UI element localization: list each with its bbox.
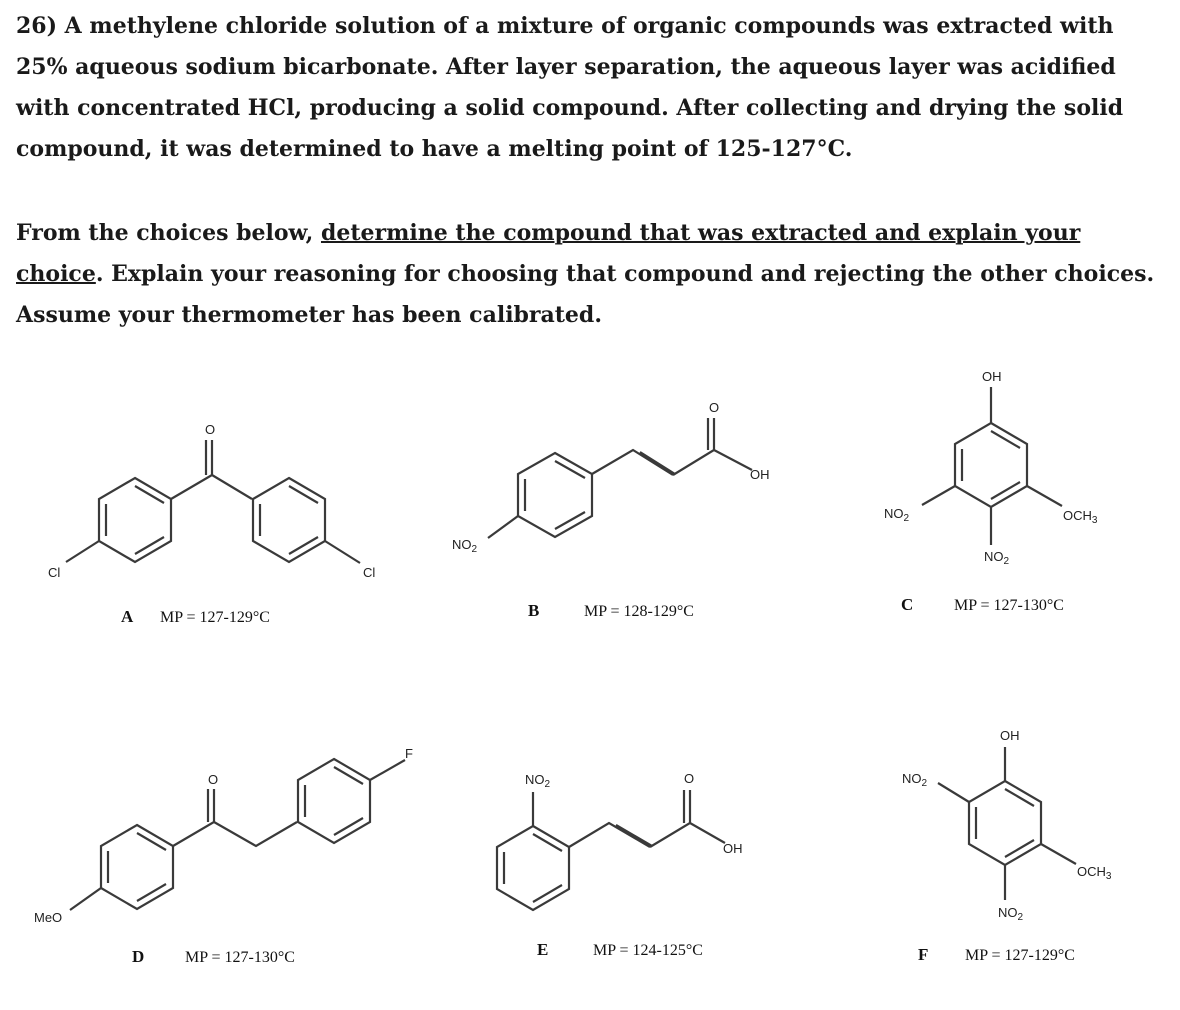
compound-d-letter: D: [132, 947, 145, 966]
compound-f-hydroxyl: OH: [1000, 728, 1020, 743]
compound-c-nitro-left: $NO_2$: [884, 506, 910, 524]
paragraph-2-end: . Explain your reasoning for choosing that compound and rejecting the other choices. Assume your thermometer has been calibrated.: [16, 261, 1155, 328]
compound-a-letter: A: [121, 607, 134, 626]
question-paragraph-1: 26) A methylene chloride solution of a mixture of organic compounds was extracted with 25% aqueous sodium bicarbonate. After layer separation, the aqueous layer was acidified with concentrated HCl, producing a solid compound. After collecting and drying the solid compound, it was determined to have a melting point of 125-127°C.: [16, 13, 1124, 162]
compound-b-structure: [452, 400, 770, 555]
compound-a-chlorine-left: Cl: [48, 565, 61, 580]
compound-c-letter: C: [901, 595, 914, 614]
compound-d-methoxy: MeO: [34, 910, 63, 925]
compound-f-letter: F: [918, 945, 929, 964]
compound-e-oxygen: O: [684, 771, 695, 786]
compound-a-chlorine-right: Cl: [363, 565, 376, 580]
compound-d-fluorine: F: [405, 746, 413, 761]
compound-a-mp: MP = 127-129°C: [160, 609, 270, 626]
compound-f-nitro-bottom: $NO_2$: [998, 905, 1024, 923]
compound-a-structure: [48, 422, 375, 580]
compound-d-structure: [34, 746, 413, 925]
compound-f-methoxy: $OCH_3$: [1077, 864, 1112, 882]
compound-b-oxygen: O: [709, 400, 720, 415]
compound-d-oxygen: O: [208, 772, 219, 787]
compound-e-letter: E: [537, 940, 549, 959]
compound-c-mp: MP = 127-130°C: [954, 597, 1064, 614]
compound-c-methoxy: $OCH_3$: [1063, 508, 1098, 526]
compound-b-mp: MP = 128-129°C: [584, 603, 694, 620]
compound-a-oxygen: O: [205, 422, 216, 437]
compound-e-nitro: $NO_2$: [525, 772, 551, 790]
compound-e-mp: MP = 124-125°C: [593, 942, 703, 959]
compound-c-nitro-bottom: $NO_2$: [984, 549, 1010, 567]
compound-e-structure: [497, 771, 743, 910]
compound-f-structure: [902, 728, 1112, 923]
compound-b-nitro: $NO_2$: [452, 537, 478, 555]
paragraph-2-start: From the choices below,: [16, 220, 321, 246]
compound-e-hydroxyl: OH: [723, 841, 743, 856]
compound-c-structure: [884, 369, 1098, 567]
compound-b-hydroxyl: OH: [750, 467, 770, 482]
compound-b-letter: B: [528, 601, 540, 620]
underlined-instruction: determine the compound that was extracted and explain your choice: [16, 220, 1081, 287]
compound-c-hydroxyl: OH: [982, 369, 1002, 384]
compound-f-nitro-left: $NO_2$: [902, 771, 928, 789]
compound-f-mp: MP = 127-129°C: [965, 947, 1075, 964]
compound-d-mp: MP = 127-130°C: [185, 949, 295, 966]
